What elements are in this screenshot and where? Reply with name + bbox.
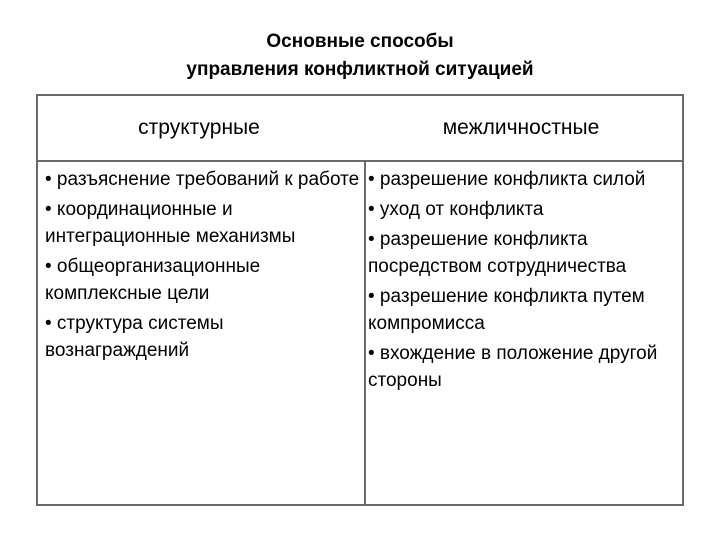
list-item: • разрешение конфликта посредством сотрудничества [368, 229, 627, 277]
list-item: • уход от конфликта [368, 199, 544, 220]
list-item: • структура системы вознаграждений [45, 313, 224, 361]
methods-table [36, 94, 684, 506]
list-item: • разъяснение требований к работе [45, 169, 360, 190]
list-item: • координационные и интеграционные механизмы [45, 199, 296, 247]
header-interpersonal: межличностные [442, 116, 600, 139]
title-line-2: управления конфликтной ситуацией [186, 59, 534, 80]
list-item: • вхождение в положение другой стороны [368, 343, 658, 391]
interpersonal-methods-list [368, 166, 678, 397]
list-item: • разрешение конфликта силой [368, 169, 646, 190]
page-title [0, 28, 720, 84]
structural-methods-list [45, 166, 365, 367]
table-header-row [38, 96, 682, 162]
title-line-1: Основные способы [266, 31, 454, 52]
list-item: • разрешение конфликта путем компромисса [368, 286, 645, 334]
list-item: • общеорганизационные комплексные цели [45, 256, 261, 304]
header-structural: структурные [138, 116, 260, 139]
